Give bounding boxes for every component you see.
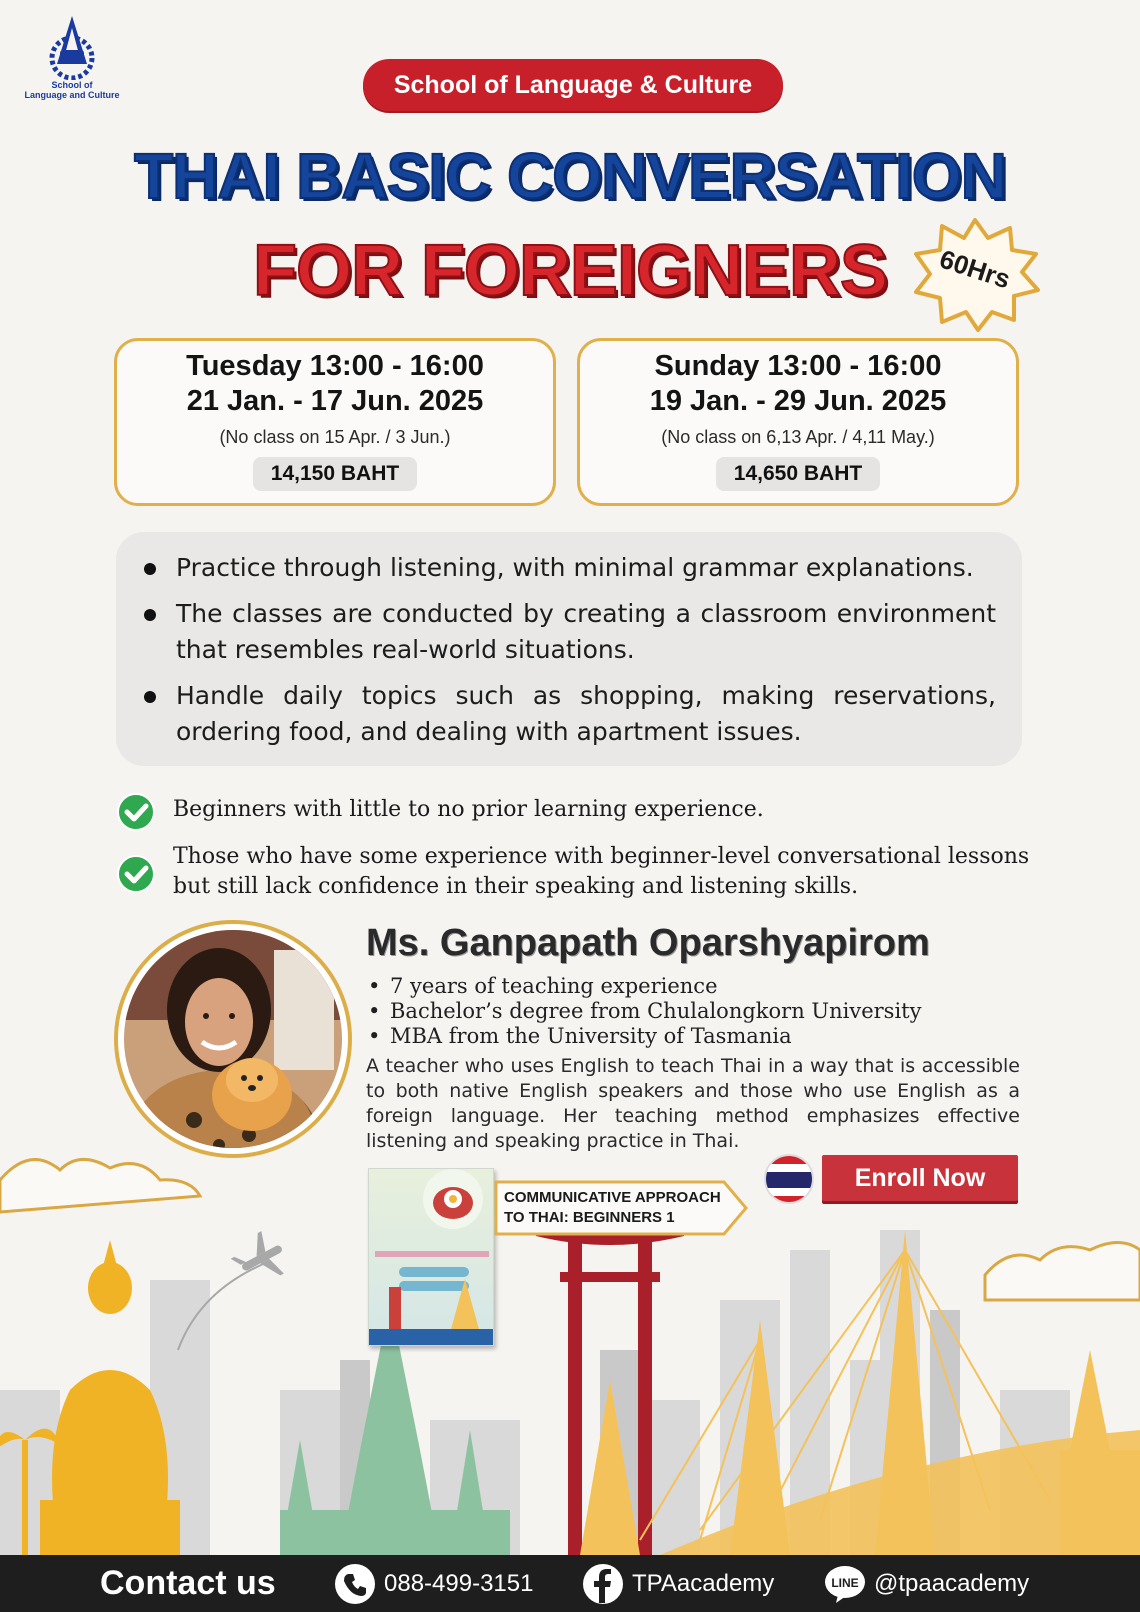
features-list <box>142 550 996 750</box>
credential-item: • 7 years of teaching experience <box>366 974 1046 999</box>
schedule-day: Tuesday 13:00 - 16:00 <box>186 350 484 382</box>
line-icon <box>824 1563 866 1605</box>
book-cover <box>368 1168 494 1346</box>
schedule-note: (No class on 15 Apr. / 3 Jun.) <box>219 427 451 447</box>
check-icon <box>116 854 156 894</box>
logo-line-2: Language and Culture <box>24 90 120 100</box>
hours-badge-text: 60Hrs <box>935 243 1015 295</box>
hours-badge <box>908 216 1042 334</box>
school-logo <box>22 14 122 106</box>
audience-text: Those who have some experience with beginner-level conversational lessons but still lack confidence in their speaking and listening skills. <box>173 844 1030 899</box>
teacher-photo-frame <box>114 920 352 1158</box>
book-label <box>494 1180 750 1236</box>
title-line-1: THAI BASIC CONVERSATION <box>134 140 1006 212</box>
audience-text: Beginners with little to no prior learning experience. <box>173 797 764 822</box>
title-line-2: FOR FOREIGNERS <box>252 231 888 311</box>
school-pill: School of Language & Culture <box>363 59 783 111</box>
teacher-name: Ms. Ganpapath Oparshyapirom <box>366 922 930 964</box>
book-title-line-2: TO THAI: BEGINNERS 1 <box>504 1209 675 1226</box>
footer-bar <box>0 1555 1140 1612</box>
logo-line-1: School of <box>51 80 93 90</box>
schedule-card-sunday <box>577 338 1019 506</box>
check-icon <box>116 792 156 832</box>
audience-item <box>116 842 1036 904</box>
line-icon-text: LINE <box>831 1576 859 1590</box>
schedule-dates: 19 Jan. - 29 Jun. 2025 <box>649 385 947 417</box>
facebook-icon <box>582 1563 624 1605</box>
book-illustration <box>369 1169 494 1346</box>
features-box <box>116 532 1022 766</box>
schedule-day: Sunday 13:00 - 16:00 <box>654 350 942 382</box>
facebook-handle: TPAacademy <box>632 1570 775 1597</box>
phone-icon <box>334 1563 376 1605</box>
teacher-bio: A teacher who uses English to teach Thai in a way that is accessible to both native English speakers and those who use English as a foreign language. Her teaching method emphasizes effective listening and speaking practice in Thai. <box>366 1055 1020 1152</box>
enroll-now-button[interactable]: Enroll Now <box>822 1155 1018 1201</box>
teacher-illustration <box>124 930 342 1148</box>
schedule-price: 14,650 BAHT <box>716 457 880 491</box>
book-title-line-1: COMMUNICATIVE APPROACH <box>504 1189 721 1206</box>
schedule-card-tuesday <box>114 338 556 506</box>
line-handle: @tpaacademy <box>874 1570 1030 1597</box>
schedule-note: (No class on 6,13 Apr. / 4,11 May.) <box>661 427 935 447</box>
feature-item: The classes are conducted by creating a classroom environment that resembles real-world situations. <box>142 596 996 668</box>
logo-emblem-icon <box>43 14 101 80</box>
teacher-credentials <box>366 974 1046 1049</box>
audience-item <box>116 791 1036 833</box>
feature-item: Handle daily topics such as shopping, making reservations, ordering food, and dealing with apartment issues. <box>142 678 996 750</box>
credential-item: • Bachelor’s degree from Chulalongkorn University <box>366 999 1046 1024</box>
thai-flag-icon <box>764 1154 814 1204</box>
contact-label: Contact us <box>100 1564 276 1602</box>
book-title <box>504 1188 734 1228</box>
schedule-price: 14,150 BAHT <box>253 457 417 491</box>
teacher-photo <box>124 930 342 1148</box>
schedule-dates: 21 Jan. - 17 Jun. 2025 <box>186 385 484 417</box>
feature-item: Practice through listening, with minimal grammar explanations. <box>142 550 996 586</box>
credential-item: • MBA from the University of Tasmania <box>366 1024 1046 1049</box>
phone-number: 088-499-3151 <box>384 1570 534 1597</box>
